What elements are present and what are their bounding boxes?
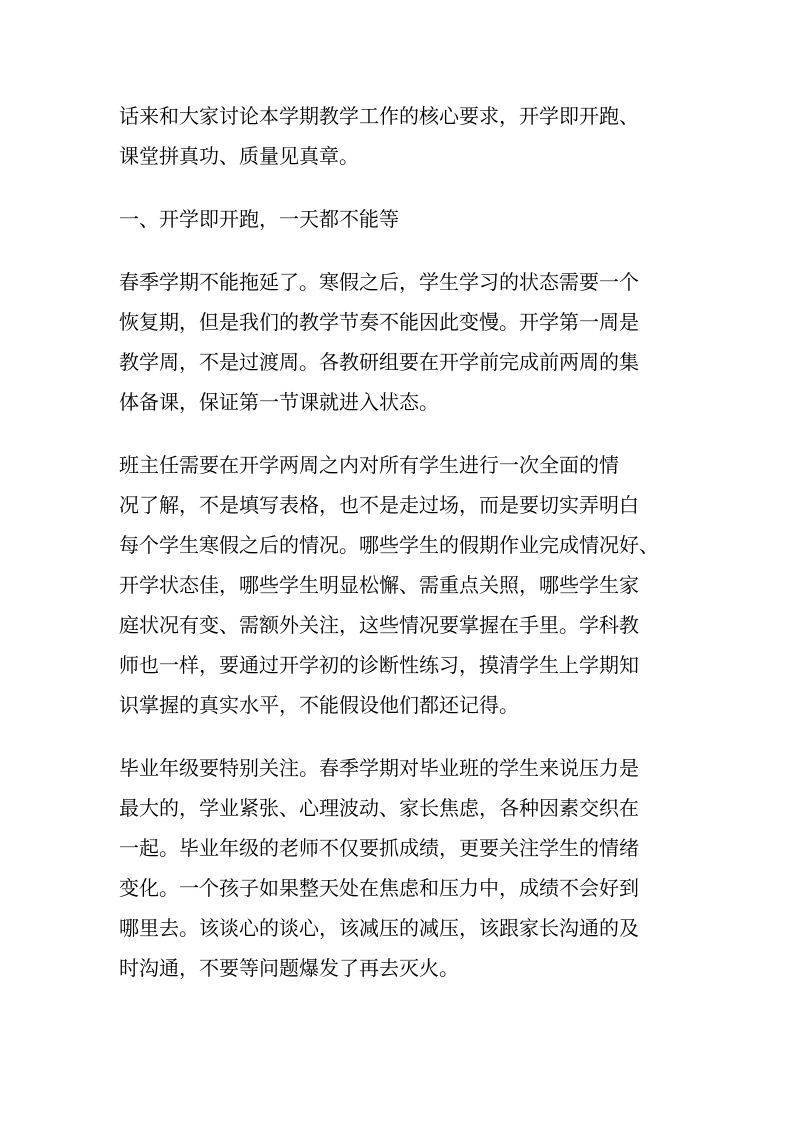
paragraph-spring-semester <box>119 262 699 422</box>
section-heading <box>119 199 699 239</box>
text-line: 庭状况有变、需额外关注，这些情况要掌握在手里。学科教 <box>119 613 639 637</box>
document-body <box>119 96 699 1011</box>
text-line: 课堂拼真功、质量见真章。 <box>119 144 359 168</box>
text-line: 教学周，不是过渡周。各教研组要在开学前完成前两周的集 <box>119 350 639 374</box>
text-line: 恢复期，但是我们的教学节奏不能因此变慢。开学第一周是 <box>119 310 639 334</box>
text-line: 每个学生寒假之后的情况。哪些学生的假期作业完成情况好、 <box>119 533 659 557</box>
text-line: 最大的，学业紧张、心理波动、家长焦虑，各种因素交织在 <box>119 796 639 820</box>
paragraph-graduating-grade <box>119 748 699 988</box>
text-line: 开学状态佳，哪些学生明显松懈、需重点关照，哪些学生家 <box>119 573 639 597</box>
text-line: 时沟通，不要等问题爆发了再去灭火。 <box>119 956 459 980</box>
text-line: 一起。毕业年级的老师不仅要抓成绩，更要关注学生的情绪 <box>119 836 639 860</box>
text-line: 哪里去。该谈心的谈心，该减压的减压，该跟家长沟通的及 <box>119 916 639 940</box>
text-line: 班主任需要在开学两周之内对所有学生进行一次全面的情 <box>119 453 619 477</box>
paragraph-intro <box>119 96 699 176</box>
text-line: 变化。一个孩子如果整天处在焦虑和压力中，成绩不会好到 <box>119 876 639 900</box>
text-line: 识掌握的真实水平，不能假设他们都还记得。 <box>119 693 519 717</box>
heading-text: 一、开学即开跑，一天都不能等 <box>119 207 399 231</box>
text-line: 春季学期不能拖延了。寒假之后，学生学习的状态需要一个 <box>119 270 639 294</box>
text-line: 话来和大家讨论本学期教学工作的核心要求，开学即开跑、 <box>119 104 639 128</box>
text-line: 师也一样，要通过开学初的诊断性练习，摸清学生上学期知 <box>119 653 639 677</box>
paragraph-class-teacher <box>119 445 699 725</box>
text-line: 毕业年级要特别关注。春季学期对毕业班的学生来说压力是 <box>119 756 639 780</box>
text-line: 体备课，保证第一节课就进入状态。 <box>119 390 439 414</box>
text-line: 况了解，不是填写表格，也不是走过场，而是要切实弄明白 <box>119 493 639 517</box>
